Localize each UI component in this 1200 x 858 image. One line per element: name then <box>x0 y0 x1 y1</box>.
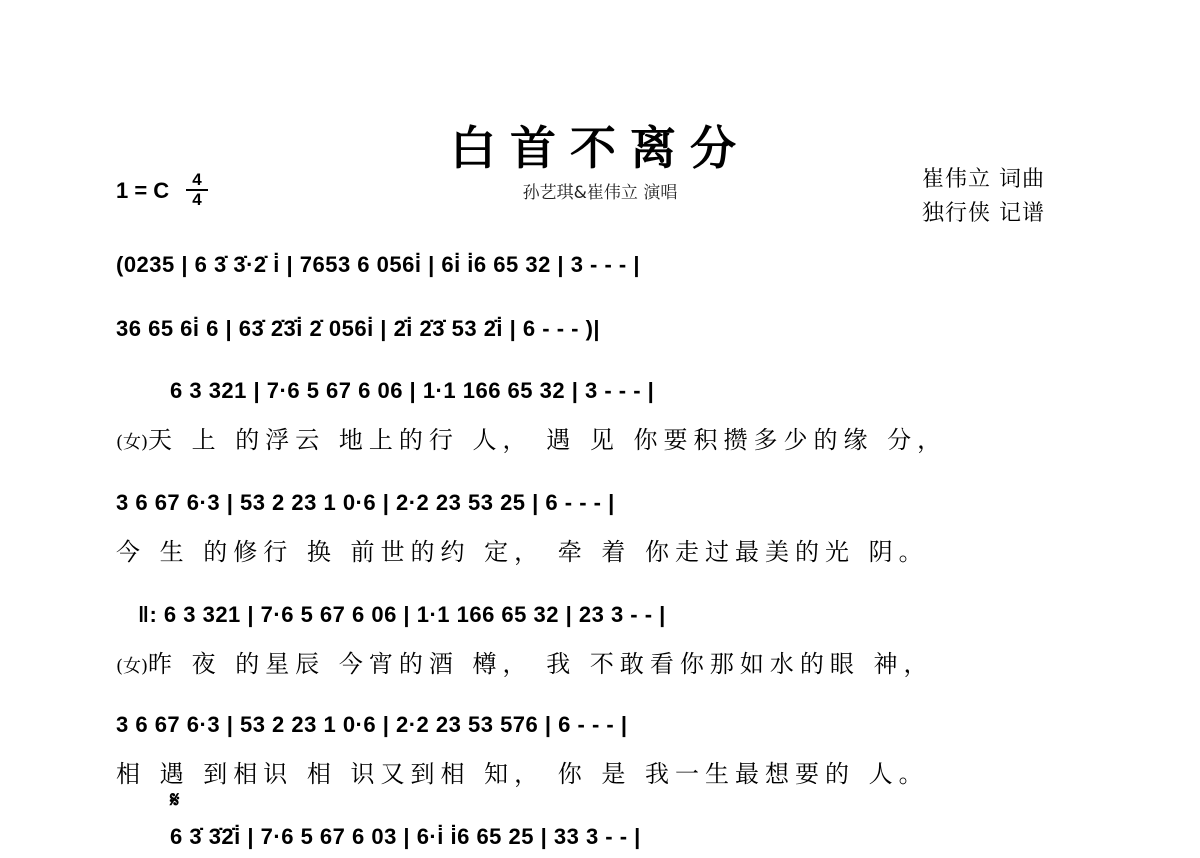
lyric-text: 今 生 的修行 换 前世的约 定， 牵 着 你走过最美的光 阴。 <box>116 538 929 566</box>
notation-row <box>116 596 1088 636</box>
lyric-line <box>116 420 1088 455</box>
notation-row <box>116 310 1088 350</box>
time-signature-top: 4 <box>192 170 202 189</box>
transcriber-credit: 独行侠 记谱 <box>922 201 1045 226</box>
notation-row <box>116 246 1088 286</box>
notation-row <box>116 484 1088 524</box>
lyric-role: (女) <box>116 432 149 453</box>
notation-row-notes: 36 65 6i̇ 6 | 63̇ 2̇3̇i̇ 2̇ 056i̇ | 2̇i̇ 2̇3̇ 53 2̇i̇ | 6 - - - )| <box>116 316 601 341</box>
lyric-line <box>116 644 1088 679</box>
lyricist-credit: 崔伟立 词曲 <box>922 167 1045 192</box>
notation-row-notes: 6 3 321 | 7·6 5 67 6 06 | 1·1 166 65 32 | 3 - - - | <box>170 378 655 403</box>
lyric-line <box>116 532 1088 567</box>
key-signature: 1 = C <box>116 178 170 203</box>
lyric-text: 相 遇 到相识 相 识又到相 知， 你 是 我一生最想要的 人。 <box>116 760 929 788</box>
notation-row-notes: 3 6 67 6·3 | 53 2 23 1 0·6 | 2·2 23 53 576 | 6 - - - | <box>116 712 628 737</box>
notation-row-notes: 6 3̇ 3̇2̇i̇ | 7·6 5 67 6 03 | 6·i̇ i̇6 65 25 | 33 3 - - | <box>170 824 641 849</box>
song-title: 白首不离分 <box>450 121 750 175</box>
notation-row <box>116 706 1088 746</box>
time-signature-bottom: 4 <box>192 190 202 209</box>
segno-sign: 𝄋 <box>170 788 180 813</box>
lyric-text: 昨 夜 的星辰 今宵的酒 樽， 我 不敢看你那如水的眼 神， <box>148 650 934 678</box>
time-signature <box>186 172 208 208</box>
lyric-role: (女) <box>116 656 149 677</box>
notation-row-notes: ‖: 6 3 321 | 7·6 5 67 6 06 | 1·1 166 65 32 | 23 3 - - | <box>138 602 666 627</box>
lyric-line <box>116 754 1088 789</box>
notation-row-notes: 3 6 67 6·3 | 53 2 23 1 0·6 | 2·2 23 53 25 | 6 - - - | <box>116 490 615 515</box>
notation-row-notes: (0235 | 6 3̇ 3̇·2̇ i̇ | 7653 6 056i̇ | 6i̇ i̇6 65 32 | 3 - - - | <box>116 252 641 277</box>
singer-credit: 孙艺琪&崔伟立 演唱 <box>522 183 678 203</box>
lyric-text: 天 上 的浮云 地上的行 人， 遇 见 你要积攒多少的缘 分， <box>148 426 948 454</box>
notation-row <box>116 818 1088 858</box>
notation-row <box>116 372 1088 412</box>
